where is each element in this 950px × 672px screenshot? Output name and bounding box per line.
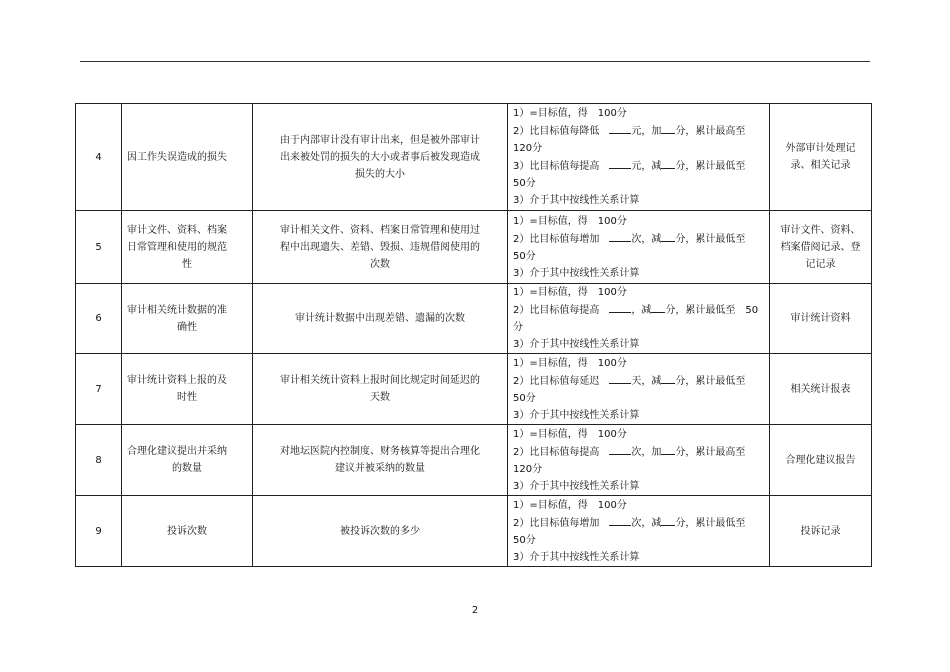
scoring-standard: 1）=目标值，得 100分 2）比目标值每提高 ，减 分，累计最低至 50 分 3）介于其中按线性关系计算 bbox=[508, 284, 770, 354]
data-source: 投诉记录 bbox=[770, 496, 872, 567]
fill-blank bbox=[609, 122, 631, 134]
data-source: 合理化建议报告 bbox=[770, 425, 872, 496]
table-row bbox=[76, 425, 872, 496]
scoring-standard: 1）=目标值，得 100分 2）比目标值每提高 次，加 分，累计最高至 120分 3）介于其中按线性关系计算 bbox=[508, 425, 770, 496]
row-number: 4 bbox=[76, 104, 122, 211]
indicator-name: 审计文件、资料、档案 日常管理和使用的规范 性 bbox=[122, 211, 253, 284]
table-row bbox=[76, 104, 872, 211]
indicator-definition: 审计相关统计资料上报时间比规定时间延迟的 天数 bbox=[253, 354, 508, 425]
row-number: 8 bbox=[76, 425, 122, 496]
row-number: 6 bbox=[76, 284, 122, 354]
scoring-standard: 1）=目标值，得 100分 2）比目标值每降低 元，加 分，累计最高至 120分 3）比目标值每提高 元，减 分，累计最低至 50分 3）介于其中按线性关系计算 bbox=[508, 104, 770, 211]
fill-blank bbox=[609, 443, 631, 455]
indicator-name: 因工作失误造成的损失 bbox=[122, 104, 253, 211]
scoring-standard: 1）=目标值，得 100分 2）比目标值每增加 次，减 分，累计最低至 50分 3）介于其中按线性关系计算 bbox=[508, 211, 770, 284]
data-source: 审计统计资料 bbox=[770, 284, 872, 354]
fill-blank bbox=[651, 301, 665, 313]
row-number: 7 bbox=[76, 354, 122, 425]
fill-blank bbox=[609, 372, 631, 384]
fill-blank bbox=[661, 443, 675, 455]
indicator-name: 审计相关统计数据的准 确性 bbox=[122, 284, 253, 354]
indicator-definition: 审计统计数据中出现差错、遗漏的次数 bbox=[253, 284, 508, 354]
table-row bbox=[76, 496, 872, 567]
indicator-definition: 被投诉次数的多少 bbox=[253, 496, 508, 567]
scoring-standard: 1）=目标值，得 100分 2）比目标值每延迟 天，减 分，累计最低至 50分 3）介于其中按线性关系计算 bbox=[508, 354, 770, 425]
row-number: 9 bbox=[76, 496, 122, 567]
indicator-name: 投诉次数 bbox=[122, 496, 253, 567]
scoring-standard: 1）=目标值，得 100分 2）比目标值每增加 次，减 分，累计最低至 50分 3）介于其中按线性关系计算 bbox=[508, 496, 770, 567]
indicator-name: 审计统计资料上报的及 时性 bbox=[122, 354, 253, 425]
fill-blank bbox=[661, 372, 675, 384]
fill-blank bbox=[661, 157, 675, 169]
fill-blank bbox=[661, 230, 675, 242]
indicator-definition: 对地坛医院内控制度、财务核算等提出合理化 建议并被采纳的数量 bbox=[253, 425, 508, 496]
fill-blank bbox=[609, 157, 631, 169]
fill-blank bbox=[609, 301, 631, 313]
fill-blank bbox=[609, 230, 631, 242]
fill-blank bbox=[661, 514, 675, 526]
data-source: 审计文件、资料、 档案借阅记录、登 记记录 bbox=[770, 211, 872, 284]
table-row bbox=[76, 284, 872, 354]
header-rule bbox=[80, 61, 870, 62]
data-source: 相关统计报表 bbox=[770, 354, 872, 425]
page-number: 2 bbox=[471, 605, 479, 616]
kpi-table bbox=[75, 103, 872, 567]
indicator-definition: 审计相关文件、资料、档案日常管理和使用过 程中出现遗失、差错、毁损、违规借阅使用的 次数 bbox=[253, 211, 508, 284]
fill-blank bbox=[661, 122, 675, 134]
fill-blank bbox=[609, 514, 631, 526]
row-number: 5 bbox=[76, 211, 122, 284]
table-row bbox=[76, 211, 872, 284]
indicator-name: 合理化建议提出并采纳 的数量 bbox=[122, 425, 253, 496]
data-source: 外部审计处理记 录、相关记录 bbox=[770, 104, 872, 211]
indicator-definition: 由于内部审计没有审计出来，但是被外部审计 出来被处罚的损失的大小或者事后被发现造成 损失的大小 bbox=[253, 104, 508, 211]
table-row bbox=[76, 354, 872, 425]
